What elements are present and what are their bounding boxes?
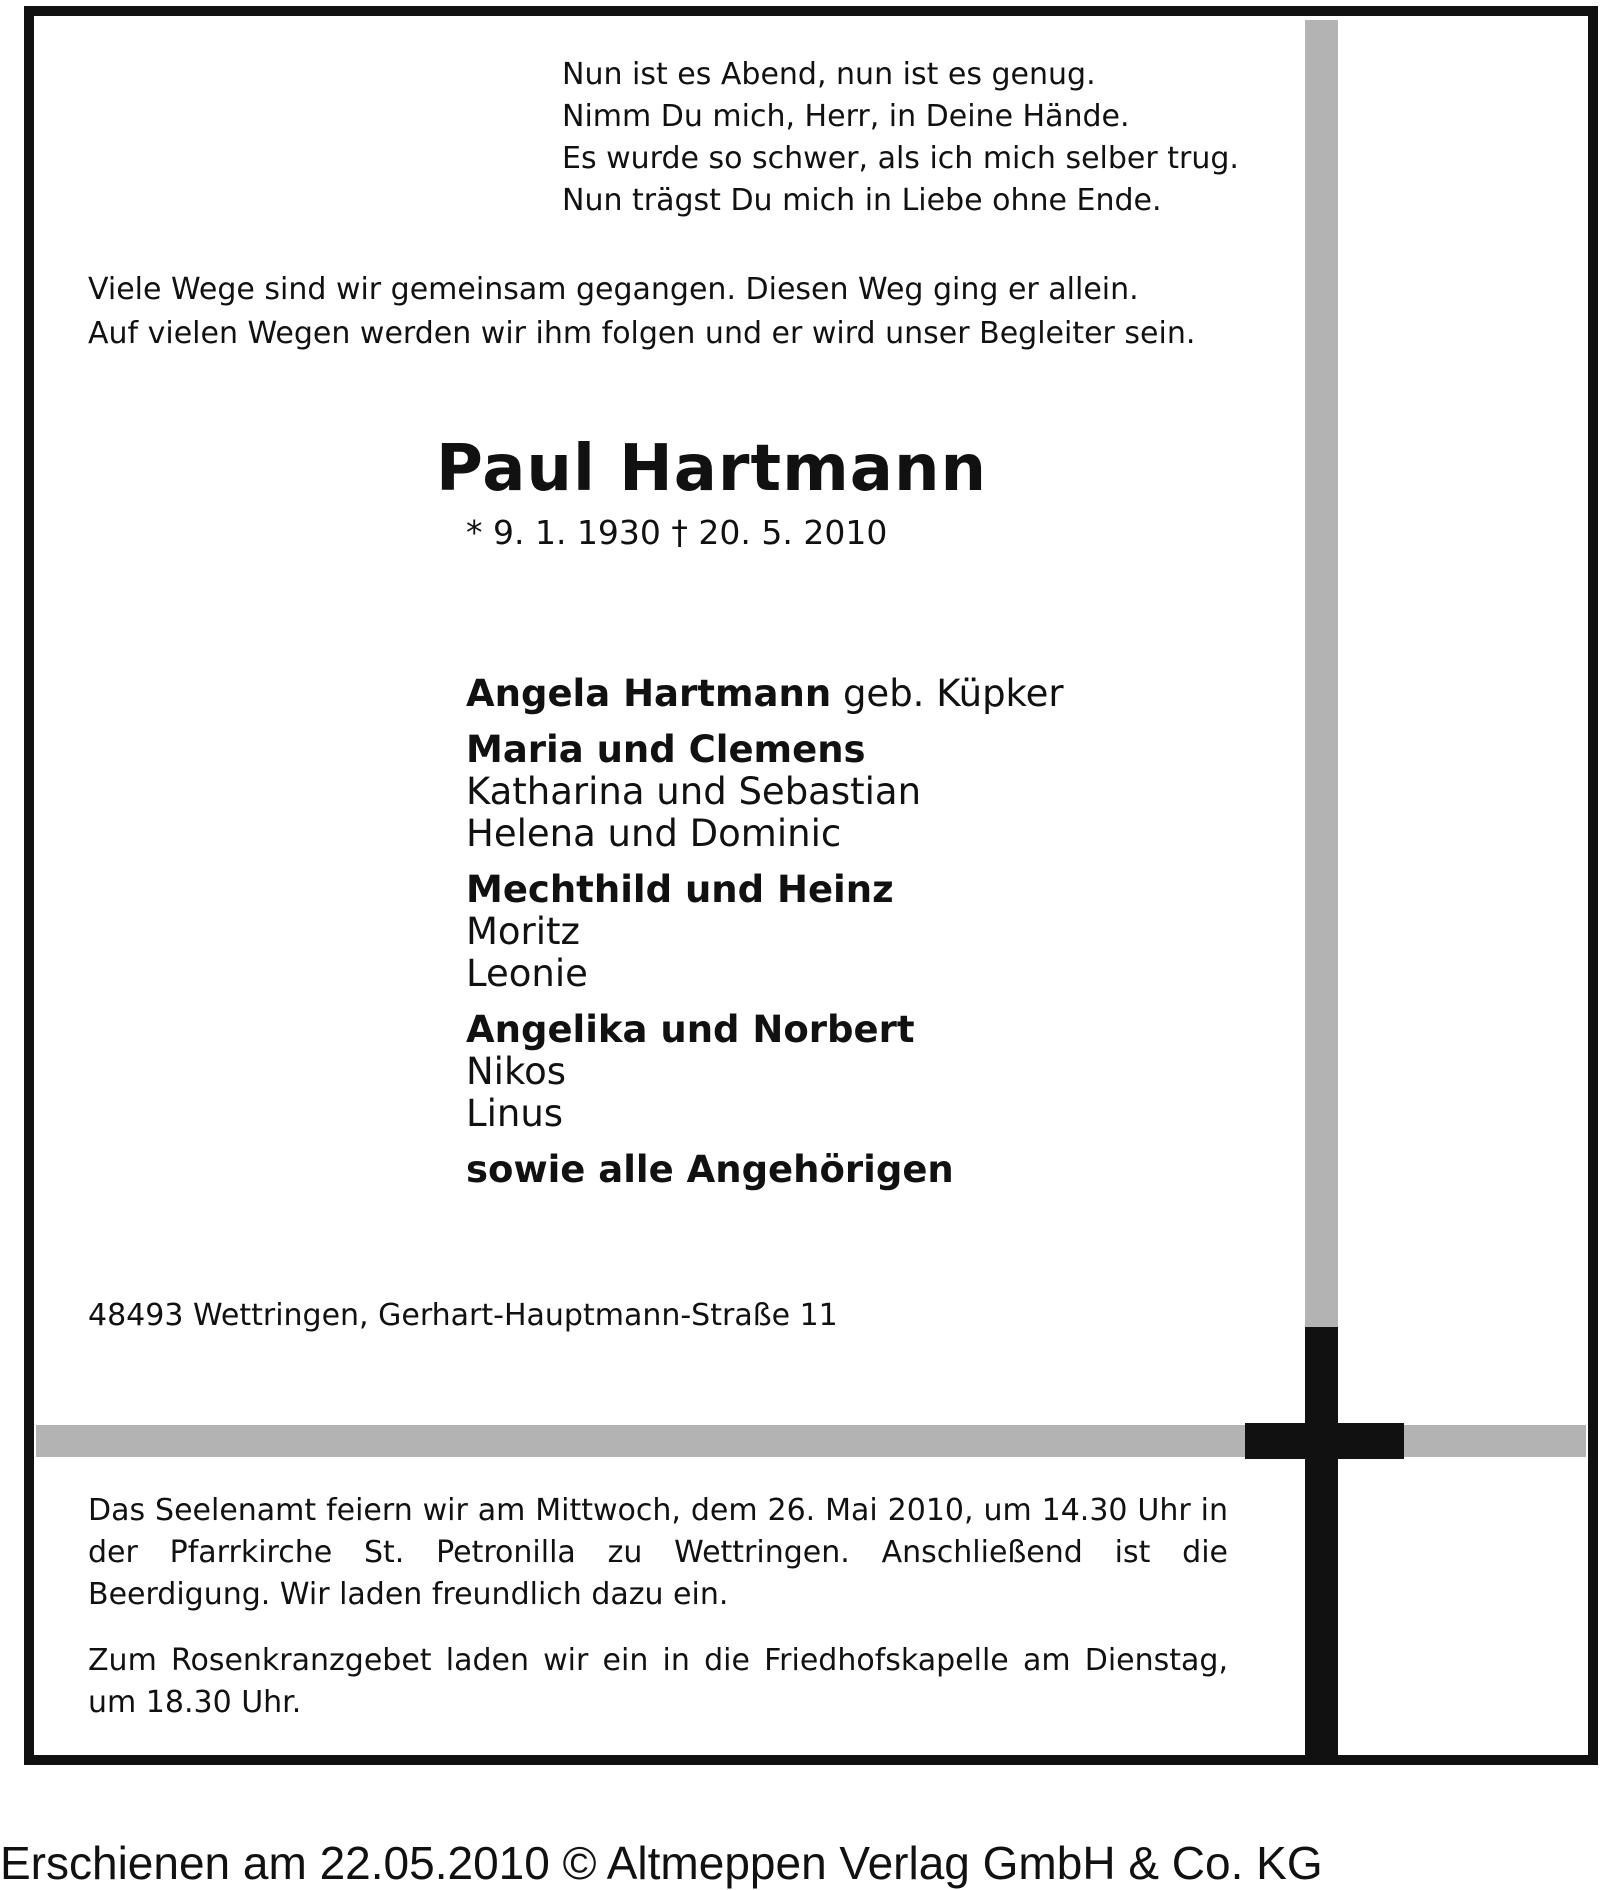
motto-line: Viele Wege sind wir gemeinsam gegangen. Diesen Weg ging er allein. [88, 272, 1139, 307]
mourner-group-head: Mechthild und Heinz [466, 868, 894, 911]
cross-crossbeam [1245, 1423, 1404, 1459]
publication-footer: Erschienen am 22.05.2010 © Altmeppen Verlag GmbH & Co. KG [0, 1837, 1323, 1889]
cross-icon [1305, 1327, 1338, 1757]
motto [88, 268, 1195, 356]
mourner-group-head: Maria und Clemens [466, 728, 866, 771]
motto-line: Auf vielen Wegen werden wir ihm folgen und er wird unser Begleiter sein. [88, 316, 1196, 351]
poem-line: Nun ist es Abend, nun ist es genug. [562, 57, 1096, 92]
notice-paragraph: Zum Rosenkranzgebet laden wir ein in die Friedhofskapelle am Dienstag, um 18.30 Uhr. [88, 1643, 1228, 1720]
service-notice [88, 1490, 1228, 1724]
poem-line: Es wurde so schwer, als ich mich selber trug. [562, 141, 1239, 176]
poem-line: Nun trägst Du mich in Liebe ohne Ende. [562, 183, 1162, 218]
poem [562, 54, 1239, 222]
mourner-member: Katharina und Sebastian [466, 770, 922, 813]
mourner-entry [466, 673, 1064, 715]
deceased-name: Paul Hartmann [436, 432, 988, 506]
mourner-member: Leonie [466, 952, 588, 995]
widow-name: Angela Hartmann [466, 672, 832, 715]
notice-paragraph: Das Seelenamt feiern wir am Mittwoch, dem 26. Mai 2010, um 14.30 Uhr in der Pfarrkirche St. Petronilla zu Wettringen. Anschließend ist die Beerdigung. Wir laden freundlich dazu ein. [88, 1493, 1228, 1612]
mourners-closing: sowie alle Angehörigen [466, 1148, 954, 1191]
widow-birthname: geb. Küpker [842, 672, 1064, 715]
mourner-member: Moritz [466, 910, 580, 953]
life-dates: * 9. 1. 1930 † 20. 5. 2010 [466, 513, 888, 552]
mourner-member: Linus [466, 1092, 564, 1135]
mourners-list [466, 673, 1064, 1191]
mourner-member: Nikos [466, 1050, 566, 1093]
poem-line: Nimm Du mich, Herr, in Deine Hände. [562, 99, 1130, 134]
vertical-gray-bar [1305, 20, 1338, 1328]
mourner-member: Helena und Dominic [466, 812, 842, 855]
address: 48493 Wettringen, Gerhart-Hauptmann-Straße 11 [88, 1298, 838, 1333]
mourner-group-head: Angelika und Norbert [466, 1008, 915, 1051]
